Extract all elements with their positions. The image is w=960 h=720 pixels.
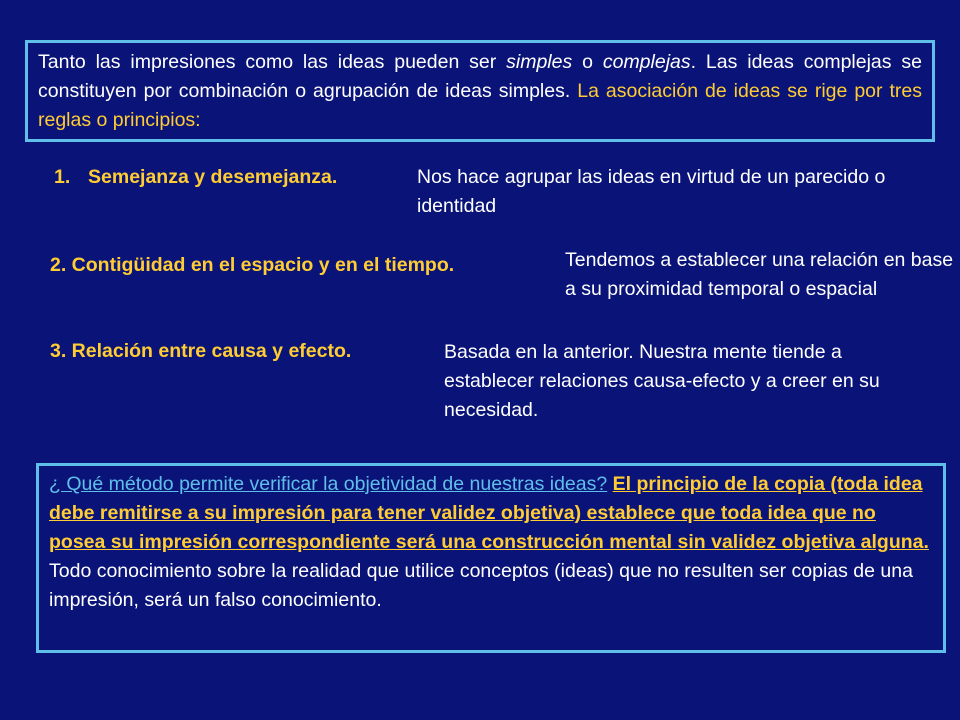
intro-text-1: Tanto las impresiones como las ideas pueden ser [38, 51, 507, 73]
intro-box [25, 40, 935, 142]
rule-2-title: 2. Contigüidad en el espacio y en el tiempo. [50, 254, 455, 276]
rule-2-description: Tendemos a establecer una relación en base a su proximidad temporal o espacial [565, 249, 954, 300]
rule-3-description: Basada en la anterior. Nuestra mente tiende a establecer relaciones causa-efecto y a creer en su necesidad. [444, 341, 880, 421]
method-answer: El principio de la copia (toda idea debe remitirse a su impresión para tener validez objetiva) establece que toda idea que no posea su impresión correspondiente será una construcción mental sin validez objetiva alguna. [49, 473, 929, 553]
method-question: ¿ Qué método permite verificar la objetividad de nuestras ideas? [49, 473, 608, 495]
rule-1-description: Nos hace agrupar las ideas en virtud de un parecido o identidad [417, 166, 886, 217]
rule-1-number: 1. [54, 166, 71, 188]
intro-text-2: o [572, 51, 603, 73]
rule-1-title: Semejanza y desemejanza. [88, 166, 338, 188]
intro-complejas: complejas [602, 51, 691, 73]
method-conclusion: Todo conocimiento sobre la realidad que utilice conceptos (ideas) que no resulten ser copias de una impresión, será un falso conocimiento. [49, 560, 913, 611]
method-box [36, 463, 946, 653]
intro-text-3: . Las ideas complejas se constituyen por combinación o agrupación de ideas simples. [38, 51, 922, 102]
rule-3-title: 3. Relación entre causa y efecto. [50, 340, 352, 362]
intro-simples: simples [506, 51, 573, 73]
intro-highlight: La asociación de ideas se rige por tres reglas o principios: [38, 80, 922, 131]
